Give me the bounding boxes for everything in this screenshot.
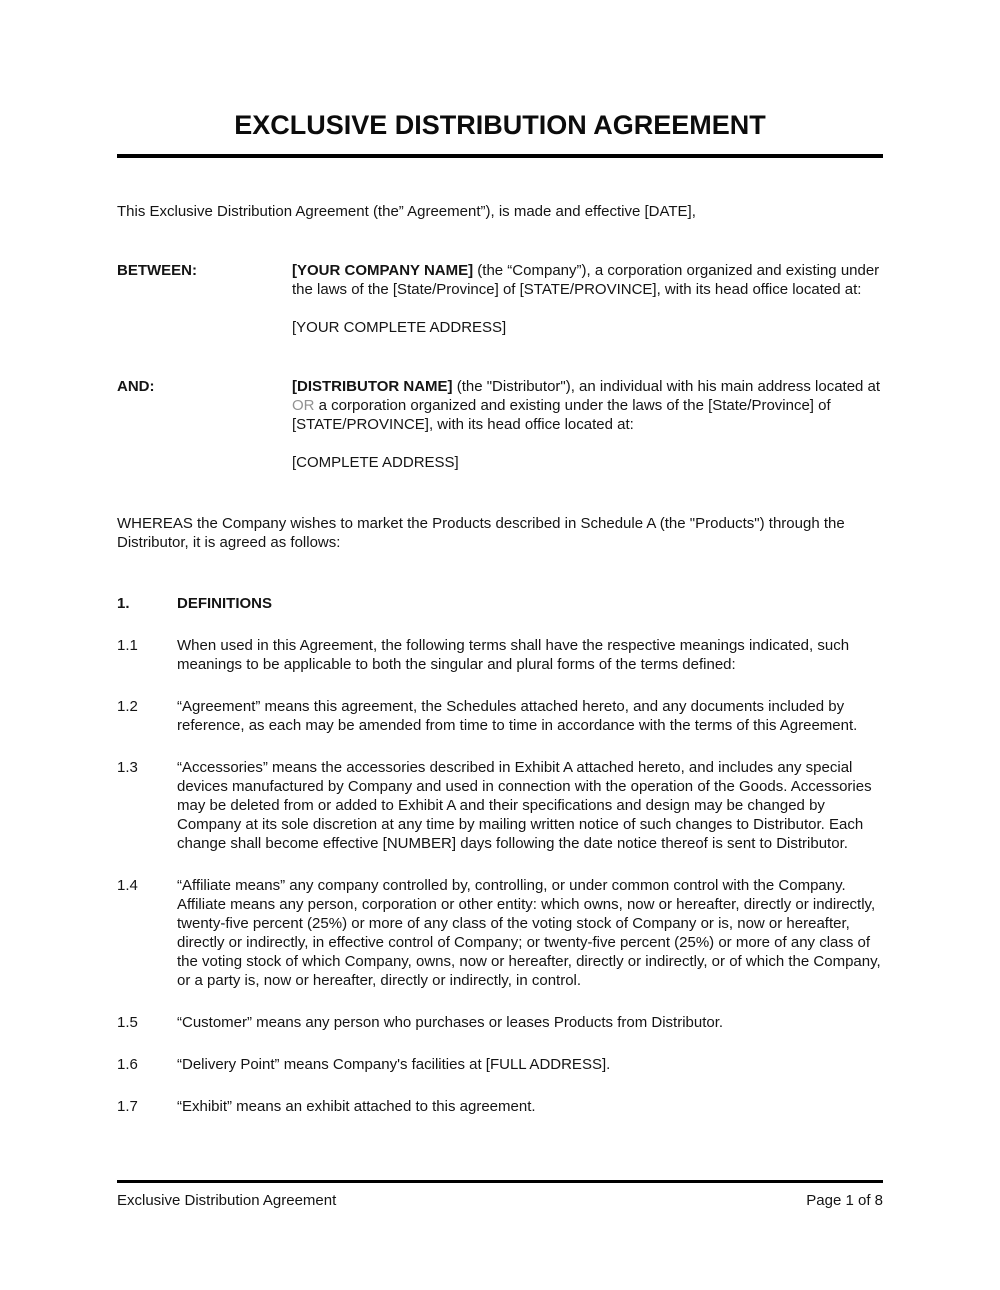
intro-paragraph: This Exclusive Distribution Agreement (the” Agreement”), is made and effective [DATE], — [117, 203, 696, 220]
definitions-heading — [117, 594, 883, 613]
footer-row — [117, 1191, 883, 1210]
definition-number: 1.1 — [117, 637, 138, 654]
footer-rule — [117, 1180, 883, 1183]
party-text-segment: (the "Distributor"), an individual with his main address located at — [452, 378, 881, 395]
definition-item — [117, 1055, 883, 1074]
definition-item — [117, 697, 883, 735]
definition-item — [117, 758, 883, 853]
party-content — [292, 261, 883, 337]
section-number: 1. — [117, 595, 130, 612]
definition-number: 1.7 — [117, 1098, 138, 1115]
definition-text: “Accessories” means the accessories described in Exhibit A attached hereto, and includes any special devices manufactured by Company and used in connection with the operation of the Goods. Accessories may be deleted from or added to Exhibit A and their specifications and design may be changed by Company at its sole discretion at any time by mailing written notice of such changes to Distributor. Each change shall become effective [NUMBER] days following the date notice thereof is sent to Distributor. — [177, 759, 872, 852]
party-text — [292, 261, 883, 299]
party-block-and — [117, 377, 883, 472]
definition-item — [117, 636, 883, 674]
definition-item — [117, 1097, 883, 1116]
party-text — [292, 377, 883, 434]
party-label: BETWEEN: — [117, 262, 197, 279]
document-title: EXCLUSIVE DISTRIBUTION AGREEMENT — [234, 110, 766, 140]
definition-number: 1.2 — [117, 698, 138, 715]
definition-text: When used in this Agreement, the following terms shall have the respective meanings indicated, such meanings to be applicable to both the singular and plural forms of the terms defined: — [177, 637, 850, 673]
party-text-segment: a corporation organized and existing under the laws of the [State/Province] of [STATE/PROVINCE], with its head office located at: — [292, 397, 831, 433]
definition-text: “Delivery Point” means Company's facilities at [FULL ADDRESS]. — [177, 1056, 611, 1073]
footer-doc-title: Exclusive Distribution Agreement — [117, 1192, 337, 1209]
party-name-placeholder: [YOUR COMPANY NAME] — [292, 262, 474, 279]
party-address-placeholder: [YOUR COMPLETE ADDRESS] — [292, 319, 507, 336]
whereas-paragraph: WHEREAS the Company wishes to market the Products described in Schedule A (the "Products") through the Distributor, it is agreed as follows: — [117, 515, 845, 551]
definition-text: “Affiliate means” any company controlled by, controlling, or under common control with the Company. Affiliate means any person, corporation or other entity: which owns, now or hereafter, directly or indirectly, twenty-five percent (25%) or more of any class of the voting stock of Company or is, now or hereafter, directly or indirectly, in effective control of Company; or twenty-five percent (25%) or more of any class of the voting stock of which Company, owns, now or hereafter, directly or indirectly, or of which the Company, or a party is, now or hereafter, directly or indirectly, in control. — [177, 877, 881, 989]
definition-text: “Exhibit” means an exhibit attached to this agreement. — [177, 1098, 536, 1115]
definition-item — [117, 1013, 883, 1032]
document-content — [0, 110, 1000, 1116]
page-footer — [117, 1180, 883, 1210]
party-text-segment: (the “Company”), a corporation organized and existing under the laws of the [State/Province] of [STATE/PROVINCE], with its head office located at: — [292, 262, 880, 298]
or-connector: OR — [292, 397, 315, 414]
party-address-placeholder: [COMPLETE ADDRESS] — [292, 454, 459, 471]
party-label: AND: — [117, 378, 155, 395]
definition-text: “Agreement” means this agreement, the Schedules attached hereto, and any documents included by reference, as each may be amended from time to time in accordance with the terms of this Agreement. — [177, 698, 858, 734]
definition-text: “Customer” means any person who purchases or leases Products from Distributor. — [177, 1014, 724, 1031]
definition-item — [117, 876, 883, 990]
party-block-between — [117, 261, 883, 337]
definition-number: 1.4 — [117, 877, 138, 894]
party-name-placeholder: [DISTRIBUTOR NAME] — [292, 378, 453, 395]
title-rule — [117, 154, 883, 158]
definition-number: 1.5 — [117, 1014, 138, 1031]
party-content — [292, 377, 883, 472]
definition-number: 1.6 — [117, 1056, 138, 1073]
definition-number: 1.3 — [117, 759, 138, 776]
section-title: DEFINITIONS — [177, 595, 273, 612]
footer-page-number: Page 1 of 8 — [806, 1192, 883, 1209]
